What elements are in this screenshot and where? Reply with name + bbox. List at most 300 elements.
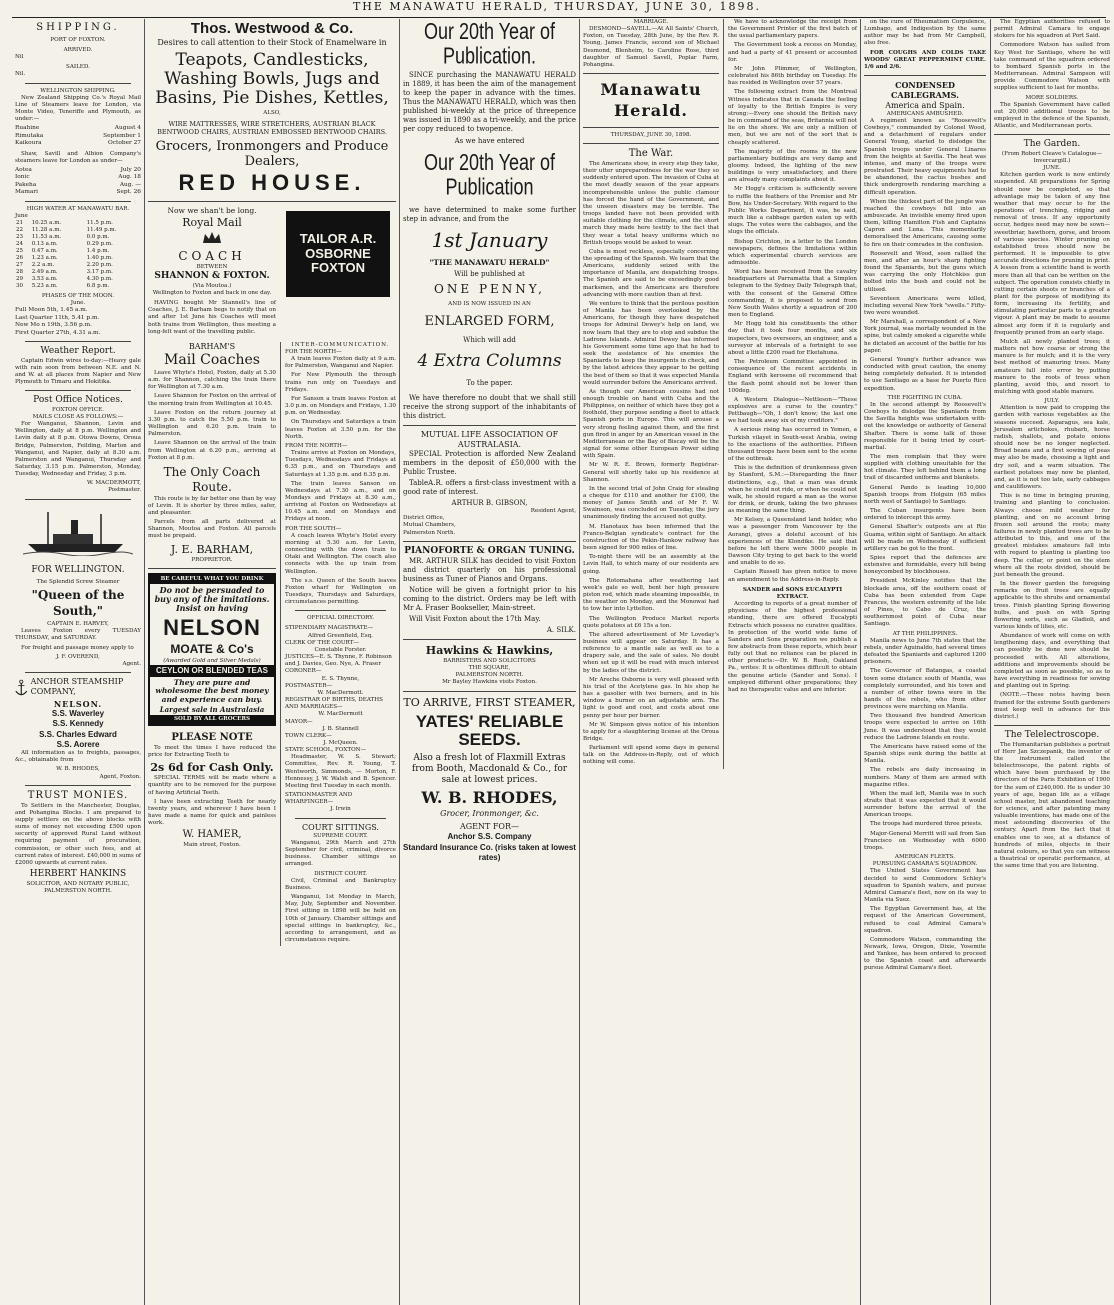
timetable-entry: The train leaves Sanson on Wednesdays at 7.30 a.m., and on Mondays and Fridays at 8.30 a.m., arriving at Foxton on Wednesdays at 10.45 a.m. and on Mondays and Fridays at noon. — [285, 480, 396, 523]
published-at: Will be published at — [454, 270, 525, 279]
text-line: The Petroleum Committee appointed in consequence of the recent accidents in England with kerosene oil recommend that the flash point should not be lower than 100deg. — [728, 359, 857, 394]
text-line: Kaikoura — [15, 140, 42, 147]
text-line: 1.4 p.m. — [86, 247, 110, 254]
cable-paragraph: The United States Government has decided to send Commodore Schley's squadron to Spanish waters, and pursue Admiral Camara's fleet, now on its way to Manila via Suez. — [864, 868, 986, 904]
cable-paragraph: Two thousand five hundred American troops were expected to arrive on 16th June. It was understood that they would reduce the Ladrone Islands en route. — [864, 713, 986, 741]
garden-paragraph: This is no time in bringing pruning, training and planting to conclusion. Always choose mild weather for planting, and on no account bring frozen soil around the roots; many failures in newly planted trees are to be attributed to this, and one of the greatest mistakes amateurs fall into with regard to planting is planting too deep. The collar, or point on the stem where all the roots divided, should be just beneath the ground. — [994, 493, 1110, 578]
directory-label: MAYOR— — [285, 718, 313, 725]
steamer-intro: The Splendid Screw Steamer — [36, 579, 120, 586]
supreme-text: Wanganui, 29th March and 27th September for civil, criminal, divorce business. Chamber sittings so arranged. — [285, 839, 396, 868]
text-line: September 1 — [103, 132, 141, 139]
nelson-pure: They are pure and wholesome the best money and experience can buy. — [155, 678, 269, 704]
text-line: 3.17 p.m. — [86, 269, 113, 276]
nelson-sold: SOLD BY ALL GROCERS — [150, 715, 274, 724]
shipping-heading: SHIPPING. — [36, 22, 120, 33]
mutual-chambers: Mutual Chambers, — [403, 522, 456, 529]
directory-label: STATIONMASTER AND WHARFINGER— — [285, 792, 353, 806]
which-will-add: Which will add — [463, 336, 516, 345]
trust-heading: TRUST MONIES. — [27, 789, 129, 801]
text-line: July 20 — [120, 166, 141, 173]
mutual-heading: MUTUAL LIFE ASSOCIATION OF AUSTRALASIA. — [420, 429, 559, 450]
text-line: Pakeha — [15, 181, 37, 188]
text-line: 2.49 a.m. — [31, 269, 58, 276]
cable-paragraph: Commodore Watson, commanding the Newark, Iowa, Oregon, Dixie, Yosemite and Yankee, has been ordered to proceed to the Spanish coast and afterwards pursue Admiral Camara's fleet. — [864, 936, 986, 972]
july-heading: JULY. — [1044, 398, 1060, 405]
cable-paragraph: Commodore Watson has sailed from Key West for Santiago, where he will take command of the squadron ordered to bombard Spanish ports in the Mediterranean. Admiral Sampson will provide Commodore Watson with supplies sufficient to last for months. — [994, 42, 1110, 92]
hamer-address: Main street, Foxton. — [183, 842, 241, 849]
shaw-savill-text: Shaw, Savill and Albion Company's steamers leave for London as under— — [15, 150, 141, 164]
text-line: 24 — [16, 240, 23, 247]
cable-paragraph: The Egyptian authorities refused to permit Admiral Camara to engage stokers for his squadron at Port Said. — [994, 19, 1110, 40]
piano-text2: Notice will be given a fortnight prior to his coming to the district. Orders may be left with Mr A. Fraser Bookseller, Main-street. — [403, 586, 576, 612]
text-line: 0.47 a.m. — [31, 247, 58, 254]
silk-signature: A. SILK. — [546, 625, 576, 634]
text-line: 3.53 a.m. — [31, 276, 58, 283]
red-house: RED HOUSE. — [178, 169, 366, 195]
text-line: 1.23 a.m. — [31, 254, 58, 261]
tailor-text: TAILOR A.R. OSBORNE FOXTON — [299, 230, 377, 276]
text-line: 11.5 p.m. — [86, 219, 113, 226]
mails-heading: MAILS CLOSE AS FOLLOWS:— — [32, 413, 124, 420]
cable-paragraph: President McKinley notifies that the blockade area, off the southern coast of Cuba has been extended from Cape Frances, the western extremity of the Isle of Pines, to Cabo de Cruz, the southernmost point of Cuba near Santiago. — [864, 578, 986, 628]
wellington-shipping-heading: WELLINGTON SHIPPING. — [40, 87, 116, 94]
to-paper: To the paper. — [466, 379, 513, 388]
cable-paragraph: Major-General Merritt will sail from San Francisco on Wednesday with 6000 troops. — [864, 830, 986, 851]
text-line: A Western Dialogue—Nettleson—"These explosives are a curse to the country." Pettbaugh—"Oh, I don't know; the last one we had took away six of my creditors." — [728, 396, 857, 425]
garden-paragraph: Kitchen garden work is now entirely suspended. All preparations for Spring should now be completed, so that advantage may be taken of any fine weather that may occur to for the operations of trenching, ridging and removal of trees. If any opportunity occur, hedges need may now be sown—sweetbriar, hawthorn, gorse, and broom of various species. Winter pruning on established trees should now be performed. It is impossible to give accurate directions for pruning in print. A lesson from a scientific hand is worth more than all that can be written on the subject. The operation consists chiefly in cutting certain shoots or branches of a plant for the purpose of modifying its form, increasing its fertility, and stimulating particular parts to a greater vigour. A plant may be made to assume almost any form if it is regularly and frequently pruned from an early stage. — [994, 172, 1110, 336]
cable-paragraph: Seventeen Americans were killed, including several New York "swells." Fifty-two were wounded. — [864, 295, 986, 317]
text-line: To-night there will be an assembly at the Levin Hall, to which many of our residents are going. — [583, 554, 719, 575]
garden-paragraph: Attention is now paid to cropping the garden with various vegetables as the seasons succeed. Asparagus, sea kale, Jerusalem artichokes, rhubarb, horse radish, shallots, and potato onions should now be no longer neglected. Broad beans and a first sowing of peas may also be made, choosing a light and dry soil, and a warm situation. The earliest potatoes may now be planted, and, as it is not too late, early cabbages and cauliflowers. — [994, 405, 1110, 491]
district-heading: DISTRICT COURT. — [314, 870, 367, 877]
text-line: Mr W. Simpson gives notice of his intention to apply for a slaughtering license at the Oroua Bridge. — [583, 721, 719, 743]
cable-paragraph: When the mail left, Manila was in such straits that it was expected that it would surrender before the arrival of the American troops. — [864, 790, 986, 819]
cable-paragraph: When the thickest part of the jungle was reached the cowboys fell into an ambuscade. An invisible enemy fired upon them, killing Hamilton Fish and Captains Capron and Luna. This momentarily demoralised the Americans, causing some to fire on their comrades in the confusion. — [864, 198, 986, 248]
port-heading: PORT OF FOXTON. — [50, 36, 106, 43]
text-line: In the second trial of John Craig for stealing a cheque for £110 and another for £100, the money of James Smith and of Mr F. W. Swainson, was concluded on Tuesday, the jury unanimously finding the accused not guilty. — [583, 485, 719, 521]
anchor-ship: S.S. Aorere — [56, 739, 100, 749]
weather-text: Captain Edwin wires to-day:—Heavy gale with rain soon from between N.E. and N. and W. at all places from Napier and New Plymouth to Timaru and Hokitika. — [15, 357, 141, 386]
text-line: New Mo n 19th, 3.56 p.m. — [15, 322, 92, 329]
one-day: Wellington to Foxton and back in one day. — [152, 289, 272, 296]
twentieth-year: Our 20th Year of Publication. — [423, 19, 556, 69]
garden-source: (From Robert Cleave's Catalogue—Invercargill.) — [1001, 150, 1103, 165]
philippines-heading: AT THE PHILIPPINES. — [892, 630, 958, 637]
timetable-entry: For Sanson a train leaves Foxton at 3.0 p.m. on Mondays and Fridays, 1.30 p.m. on Wednesday. — [285, 395, 396, 417]
text-line: 0.29 p.m. — [86, 240, 113, 247]
text-line: Mr Kelsey, a Queensland land holder, who was a passenger from Vancouver by the Aorangi, gives a doleful account of his experiences of the Klondike. He said that before he left there were 5000 people in Dawson City trying to get back to the world and unable to do so. — [728, 517, 857, 567]
arrive-heading: TO ARRIVE, FIRST STEAMER, — [403, 695, 576, 709]
tailor-ad — [286, 211, 390, 297]
wire-text: WIRE MATTRESSES, WIRE STRETCHERS, AUSTRIAN BLACK BENTWOOD CHAIRS, AUSTRIAN EMBOSSED BENTWOOD CHAIRS. — [157, 119, 387, 136]
shaw-ship-list — [15, 167, 141, 197]
text-line: Last Quarter 11th, 5.41 p.m. — [15, 314, 100, 321]
mails-text: For Wanganui, Shannon, Levin and Wellington, daily at 8 p.m. Wellington and Levin daily at 8 p.m. Otowa Downs, Oroua Bridge, Palmerston, Feilding, Marton and Wanganui, and Napier, daily at 8.30 a.m. Palmerston and Wanganui, Thursday and Saturday, 3.15 p.m. Palmerston, Monday, Tuesday, Wednesday and Friday, 3 p.m. — [15, 421, 141, 478]
extracting-text: I have been extracting Teeth for nearly twenty years, and wherever I have been I have made a name for quick and painless work. — [148, 798, 276, 827]
directory-value: Headmaster, W. S. Stewart; Committee, Rev. R. Young, T. Wentworth, Simmonds, — Morton, F. Hennessy, J. W. Walsh and B. Spencer. Meeting first Tuesday in each month. — [285, 754, 396, 789]
text-line: October 27 — [108, 140, 141, 147]
text-line: The Americans show, in every step they take, their utter unpreparedness for the war they so suddenly entered upon. The invasion of Cuba at the most deadly season of the year appears incomprehensible unless the public clamour has forced the hand of the Government, and the unseen disasters may be terrible. The troops landed have not been provided with suitable clothing for the climate, and the short march they made here testify to the fact that they wear a total heavy uniforms which no British troops would be asked to wear. — [583, 160, 719, 246]
hankins-name: HERBERT HANKINS — [29, 868, 127, 879]
text-line: Aug. — — [119, 181, 141, 188]
war-heading: The War. — [628, 148, 674, 160]
herald-name: "THE MANAWATU HERALD" — [429, 257, 550, 267]
parcels-text: Parcels from all parts delivered at Shannon, Moutoa and Foxton. All parcels must be prepaid. — [148, 519, 276, 540]
barhams-label: BARHAM'S — [188, 341, 236, 351]
america-spain: America and Spain. — [885, 100, 965, 110]
also-label: ALSO, — [263, 110, 281, 117]
text-line: August 4 — [114, 125, 141, 132]
text-line: Word has been received from the cavalry headquarters at Parramatta that a Simplon telegram to the Sydney Daily Telegraph that, with the consent of the General Office commanding, it is proposed to send from New South Wales shortly a squadron of 200 men to England. — [728, 269, 857, 319]
anchor-icon — [15, 677, 28, 699]
cable-paragraph: The Americans have raised some of the Spanish ships sunk during the battle at Manila. — [864, 743, 986, 765]
since-text: SINCE purchasing the MANAWATU HERALD in 1889, it has been the aim of the management to keep the paper in advance with the times. Thus the MANAWATU HERALD, which was then published bi-weekly at the price of threepence was issued in 1890 as a tri-weekly, and the price per copy reduced to twopence. — [403, 70, 576, 133]
text-line: 26 — [16, 254, 23, 261]
overend-role: Agent. — [122, 660, 141, 667]
column-publication — [400, 19, 579, 1305]
freight-text: For freight and passage money apply to — [21, 644, 134, 651]
text-line: 6.8 p.m. — [86, 283, 110, 290]
directory-value: E. S. Thynne, — [321, 675, 360, 682]
text-line: Bishop Crichton, in a letter to the London newspapers, defines the limitations within which experimental church services are admissible. — [728, 238, 857, 266]
text-line: 0.13 a.m. — [31, 240, 58, 247]
moon-phases — [15, 307, 141, 337]
hawkins-sub: BARRISTERS AND SOLICITORS — [443, 657, 536, 664]
piano-text: MR. ARTHUR SILK has decided to visit Foxton and district quarterly on his professional business as Tuner of Pianos and Organs. — [403, 557, 576, 584]
directory-value: J. B. Stannell — [322, 725, 359, 732]
moon-heading: PHASES OF THE MOON. — [41, 293, 115, 300]
text-line: 21 — [16, 219, 23, 226]
text-line: Mr John Plimmer, of Wellington, celebrated his 86th birthday on Tuesday. He has resided in Wellington over 57 years. — [728, 65, 857, 87]
directory-label: POSTMASTER— — [285, 682, 333, 689]
text-line: Aotea — [15, 166, 32, 173]
district-text2: Wanganui, 1st Monday in March, May, July, September and November. First sitting in 1898 will be held on 10th of January. Chamber sittings and special sittings in bankruptcy, &c., according to arrangement, and as circumstances require. — [285, 894, 396, 943]
coach-tagline: Now we shan't be long. — [167, 206, 257, 216]
barham-schedule: Leave Whyte's Hotel, Foxton, daily at 5.30 a.m. for Shannon, catching the train there for Wellington at 7.30 a.m. — [148, 370, 276, 391]
for-south: FOR THE SOUTH— — [285, 525, 342, 532]
text-line: Full Moon 5th, 1.45 a.m. — [15, 307, 88, 314]
anchor-ship: S.S. Charles Edward — [39, 729, 117, 739]
text-line: 25 — [16, 247, 23, 254]
nelson-ceylon: CEYLON OR BLENDED TEAS — [150, 665, 274, 677]
cable-paragraph: In the second attempt by Roosevelt's Cowboys to dislodge the Spaniards from the Savilla heights was undertaken with-out the knowledge or authority of General Shafter. There is some talk of those responsible for it being tried by court-martial. — [864, 401, 986, 451]
text-line: As though our American cousins had not enough trouble on hand with Cuba and the Philippines, on neither of which have they got a foothold, they purpose sending a fleet to attack Spanish ports in Europe. This will arouse a very strong feeling against them, and the first gun fired in anger by an American vessel in the Mediterranean or the Bay of Biscay will be the signal for some other European Power siding with Spain. — [583, 388, 719, 460]
supreme-heading: SUPREME COURT. — [313, 832, 368, 839]
shannon-foxton: SHANNON & FOXTON. — [154, 271, 270, 282]
route-text: This route is by far better one than by way of Levin. It is shorter by three miles, safer, and pleasanter. — [148, 495, 276, 516]
timetable-entry: On Thursdays and Saturdays a train leaves Foxton at 3.50 p.m. for the North. — [285, 419, 396, 440]
text-line: Parliament will spend some days in general talk on the Address-in-Reply, out of which nothing will come. — [583, 745, 719, 766]
text-line: Mr Areche Osborne is very well pleased with his trial of the Acetylene gas. In his shop he has a gasolier with two burners, and in his window a burner on an adjustable arm. The light is good and cool, and costs about one penny per hour per burner. — [583, 676, 719, 719]
steamer-name: "Queen of the South," — [31, 588, 125, 618]
one-penny: ONE PENNY, — [434, 282, 545, 297]
crown-icon — [148, 231, 276, 248]
cable-paragraph: Manila news to June 7th states that the rebels, under Aguinaldo, had several times defeated the Spaniards and captured 1200 prisoners. — [864, 637, 986, 666]
westwood-sub: Desires to call attention to their Stock of Enamelware in — [157, 38, 387, 48]
text-line: Mr W. R. E. Brown, formerly Registrar-General will shortly take up his residence at Shannon. — [583, 462, 719, 483]
extra-columns: 4 Extra Columns — [417, 351, 562, 372]
nelson-beware: BE CAREFUL WHAT YOU DRINK — [150, 575, 274, 584]
telelectroscope-heading: The Telelectroscope. — [1004, 730, 1100, 741]
text-line: 2.2 a.m. — [31, 262, 55, 269]
eucalypti-heading: SANDER and SONS EUCALYPTI EXTRACT. — [742, 586, 843, 600]
sailed-value: Nil. — [15, 71, 26, 78]
nelson-brand: NELSON — [163, 615, 261, 641]
text-line: We venture to think that the perilous position of Manila has been overlooked by the Americans, for though they have despatched troops for Admiral Dewey's help on land, we now learn that they are to stop and subdue the Ladrone Islands. Admiral Dewey has informed his Government some time ago that he had to seek the assistance of his enemies the Spaniards to keep the insurgents in check, and by the latest advices they appear to be getting the best of them so that it was expected Manila would surrender before the Americans arrived. — [583, 300, 719, 386]
palmerston-north: Palmerston North. — [403, 529, 456, 536]
court-heading: COURT SITTINGS. — [302, 822, 379, 832]
pursuing-heading: PURSUING CAMARA'S SQUADRON. — [872, 861, 978, 868]
first-january: 1st January — [431, 228, 548, 253]
fleets-heading: AMERICAN FLEETS. — [894, 854, 956, 861]
rhodes-name: W. B. RHODES, — [421, 788, 558, 808]
ship-illustration — [15, 506, 141, 559]
text-line: Captain Russell has given notice to move an amendment to the Address-in-Reply. — [728, 569, 857, 583]
anchor-ad — [15, 677, 141, 699]
as-entered: As we have entered — [454, 137, 525, 146]
text-line: The Wellington Produce Market reports quote potatoes at £6 15s a ton. — [583, 615, 719, 629]
grocers-heading: Grocers, Ironmongers and Produce Dealers, — [155, 139, 389, 169]
directory-value: W. MacDermott — [318, 711, 363, 718]
barham-schedule: Leave Shannon on the arrival of the train from Wellington at 6.20 p.m., arriving at Foxton at 8 p.m. — [148, 440, 276, 461]
mail-coaches: Mail Coaches — [164, 352, 260, 369]
nelson-company: MOATE & Co's — [170, 642, 254, 657]
teapots-heading: Teapots, Candlesticks, Washing Bowls, Jugs and Basins, Pie Dishes, Kettles, — [155, 50, 389, 108]
hamer-name: W. HAMER, — [182, 829, 242, 841]
please-note: PLEASE NOTE — [171, 732, 253, 744]
coach-word: COACH — [178, 248, 246, 263]
text-line: The Rotomahana after weathering last week's gale so well, bent her high pressure piston rod, which made steaming impossible, in the weather on Monday, and the Monowai had to tow her into Lyttelton. — [583, 577, 719, 613]
postmaster-name: W. MACDERMOTT, — [87, 480, 141, 487]
column-advertisements — [145, 19, 399, 1305]
soldiers-text: The Spanish Government have called out 20,000 additional troops to be employed in the defence of the Spanish, Atlantic, and Mediterranean ports. — [994, 101, 1110, 130]
ambushed-heading: AMERICANS AMBUSHED. — [886, 110, 964, 117]
mutual-text: SPECIAL Protection is afforded New Zealand members in the deposit of £50,000 with the Public Trustee. — [403, 450, 576, 477]
telelectroscope-text: The Humanitarian publishes a portrait of Herr Jan Szczepanik, the inventor of the instrument called the telelectroscope, the patent rights of which have been purchased by the directors of the Paris Exhibition of 1900 for the sum of £240,000. He is under 30 years of age, began life as a village school master, but abandoned teaching for science, and after patenting many valuable inventions, has made one of the most astounding discoveries of the century. Apart from the fact that it enables one to see, at a distance of hundreds of miles, objects in their natural colours, so that you can witness a theatrical or operatic performance, at the same time that you are listening. — [994, 741, 1110, 870]
twentieth-year-2: Our 20th Year of Publication — [423, 149, 556, 200]
royal-mail: Royal Mail — [182, 215, 242, 229]
westwood-title: Thos. Westwood & Co. — [190, 20, 354, 37]
intercomm-heading: INTER-COMMUNICATION. — [291, 341, 390, 348]
text-line: Rimutaka — [15, 132, 44, 139]
text-line: 11.53 a.m. — [31, 233, 62, 240]
text-line: 5.23 a.m. — [31, 283, 58, 290]
barham-schedule: Leave Foxton on the return journey at 3.30 p.m. to catch the 5.50 p.m. train to Wellington and 6.20 p.m. train to Palmerston. — [148, 409, 276, 438]
eucalypti-text: According to reports of a great number of physicians of the highest professional standing, there are offered Eucalypti Extracts which possess no curative qualities. In protection of the world wide fame of Sanders and Sons preparation we publish a few abstracts from these reports, which bear fully out that no reliance can be placed in other products:—Dr. W. B. Rush, Oakland Pa., writes: It is oftentimes difficult to obtain the genuine article (Sander and Sons). I employed different other preparations; they had no therapeutic value and are inferior. — [728, 601, 857, 693]
directory-label: CORONER— — [285, 668, 322, 675]
determined-text: we have determined to make some further step in advance, and from the — [403, 206, 576, 224]
sailed-label: SAILED. — [66, 64, 90, 71]
text-line: Cuba is most reckless, especially concerning the spreading of the Spanish. We learn that the Americans, suddenly seized with the importance of Manila, are despatching troops. The Spanish are said to be exceedingly good marksmen, and the Americans are therefore advancing with more caution than at first. — [583, 248, 719, 298]
garden-paragraph: Mulch all newly planted trees; it matters not how coarse or strong the manure is for mulch; and it is the very best method of manuring trees. Many amateurs fall into error by putting manure to the roots of trees when planting, avoid this, and resort to mulching with good stable manure. — [994, 338, 1110, 396]
directory-label: REGISTRAR OF BIRTHS, DEATHS AND MARRIAGES— — [285, 697, 383, 711]
cable-paragraph: The Governor of Batangas, a coastal town some distance south of Manila, was completely surrounded, and his town and a number of other towns were in the hands of the rebels, who from other provinces were marching on Manila. — [864, 668, 986, 711]
garden-heading: The Garden. — [1023, 139, 1081, 150]
barham-schedule: Leave Shannon for Foxton on the arrival of the morning train from Wellington at 10.45. — [148, 393, 276, 407]
text-line: Aug. 18 — [118, 174, 141, 181]
rhodes-sub: Grocer, Ironmonger, &c. — [440, 808, 539, 818]
trust-text: To Settlers in the Manchester, Douglas, and Pohangina Blocks. I am prepared to supply settlers on the above blocks with sums of money not exceeding £500 upon security of approved Rural Land without requiring payment of procuration, commission, or other such fees, and at current rates of interest. £40,000 in sums of £2000 upwards at current rates. — [15, 802, 142, 866]
standard-agency: Standard Insurance Co. (risks taken at lowest rates) — [403, 842, 576, 862]
district-text: Civil, Criminal and Bankruptcy Business. — [285, 877, 396, 891]
june-heading: JUNE. — [1043, 165, 1061, 172]
directory-label: STIPENDIARY MAGISTRATE— — [285, 625, 374, 632]
tide-table — [15, 220, 141, 290]
marriage-text: DESMOND—SAVELL.—At All Saints' Church, Foxton, on Tuesday, 28th June, by the Rev. R. Young, James Francis, second son of Michael Desmond, Blenheim, to Caroline Rose, third daughter of Samuel Savell, Poplar Farm, Pohangina. — [583, 26, 719, 68]
directory-value: J. Irwin — [330, 806, 351, 813]
paper-date: THURSDAY, JUNE 30, 1898. — [610, 132, 692, 139]
moon-month: June. — [70, 300, 86, 307]
anchor-agent-role: Agent, Foxton. — [99, 773, 141, 780]
marriage-heading: MARRIAGE. — [633, 19, 669, 25]
timetable-entry: A coach leaves Whyte's Hotel every morning at 5.30 a.m. for Levin, connecting with the down train to Otaki and Wellington. The coach also connects with the up train from Wellington. — [285, 532, 396, 575]
hankins-role: SOLICITOR, AND NOTARY PUBLIC, PALMERSTON NORTH. — [26, 880, 130, 894]
local-news — [723, 19, 857, 769]
directory-value: W. MacDermott. — [317, 689, 364, 696]
text-line: The altered advertisement of Mr Loveday's business will appear on Saturday. It has a reference to a mantle sale as well as to a drapery sale, and the sale of sales. No doubt when set up it will be read with much interest by the ladies of the district. — [583, 631, 719, 674]
text-line: 28 — [16, 269, 23, 276]
text-line: 23 — [16, 233, 23, 240]
the-square: THE SQUARE, — [468, 665, 511, 672]
text-line: Sept. 26 — [116, 189, 141, 196]
coughs-notice: FOR COUGHS AND COLDS TAKE WOODS' GREAT PEPPERMINT CURE. 1/6 and 2/6. — [864, 49, 986, 70]
column-garden — [991, 19, 1113, 1305]
directory-value: Alfred Greenfield, Esq. — [308, 632, 373, 639]
nelson-largest: Largest sale in Australasia — [159, 704, 265, 714]
soldiers-heading: MORE SOLDIERS. — [1025, 94, 1079, 101]
bayley-text: Mr Bayley Hawkins visits Foxton. — [442, 679, 537, 686]
paper-title: Manawatu Herald. — [600, 80, 702, 120]
text-line: Mamari — [15, 189, 38, 196]
text-line: 11.28 a.m. — [31, 226, 62, 233]
timetable-entry: For New Plymouth the through trains run only on Tuesdays and Fridays. — [285, 372, 396, 393]
directory-label: JUSTICES—E. S. Thynne, F. Robinson and J. Davies, Geo. Nye, A. Fraser — [285, 654, 392, 668]
fighting-heading: THE FIGHTING IN CUBA. — [887, 394, 963, 401]
text-line: A serious rising has occurred in Yemen, a Turkish vilayet in South-west Arabia, owing to the exactions of the authorities. Fifteen thousand troops have been sent to the scene of the outbreak. — [728, 427, 857, 463]
garden-paragraph: In the flower garden the foregoing remarks on fruit trees are equally applicable to the shrubs and ornamental trees. Finish planting Spring flowering bulbs, and push on with Spring flowering sorts, such as Gladioli, and various kinds of lilies, etc. — [994, 581, 1110, 631]
timetable-entry: A train leaves Foxton daily at 9 a.m. for Palmerston, Wanganui and Napier. — [285, 356, 396, 370]
anchor-company: ANCHOR STEAMSHIP COMPANY, — [30, 676, 124, 697]
captain-name: CAPTAIN E. HARVEY, — [47, 621, 109, 628]
rheumatism-notice: on the cure of Rheumatism Corpulence, Lumbago, and Indigestion by the same author may be had from Mr Campbell, also free. — [864, 19, 986, 47]
anchor-agency: Anchor S.S. Company — [447, 832, 532, 842]
hawkins-heading: Hawkins & Hawkins, — [425, 643, 554, 657]
arrived-value: Nil — [15, 54, 24, 61]
anchor-place: NELSON. — [53, 698, 103, 709]
war-article — [583, 161, 719, 767]
resident-agent: Resident Agent, — [530, 508, 576, 515]
anchor-agent: W. B. RHODES, — [56, 766, 100, 773]
timetable-entry: The s.s. Queen of the South leaves Foxton wharf for Wellington on Tuesdays, Thursdays and Saturdays, circumstances permitting. — [285, 577, 396, 606]
cable-paragraph: The men complain that they were supplied with clothing unsuitable for the hot climate. They left behind them a long trail of discarded uniforms and blankets. — [864, 453, 986, 482]
cable-paragraph: General Pando is leading 10,000 Spanish troops from Holguin (65 miles north west of Santiago) to Santiago. — [864, 484, 986, 505]
text-line: 2.20 p.m. — [86, 262, 113, 269]
anchor-info: All information as to freights, passages, &c., obtainable from — [15, 750, 141, 764]
top-rule — [12, 17, 1106, 18]
teeth-price: 2s 6d for Cash Only. — [150, 761, 274, 775]
for-wellington-heading: FOR WELLINGTON. — [31, 564, 125, 575]
text-line: The majority of the rooms in the new parliamentary buildings are very damp and gloomy. Indeed, the lighting of the new buildings is very unsatisfactory, and there are already many complaints about it. — [728, 148, 857, 184]
text-line: 11.49 p.m. — [86, 226, 117, 233]
tide-month: June — [15, 212, 28, 219]
text-line: 22 — [16, 226, 23, 233]
directory-value: Constable Forster. — [314, 646, 367, 653]
special-terms: SPECIAL TERMS will be made where a quantity are to be removed for the purpose of having Artificial Teeth. — [148, 775, 276, 796]
cable-paragraph: General Young's further advance was conducted with great caution, the enemy being completely defeated. It is intended to use Santiago as a base for Puerto Rico expedition. — [864, 356, 986, 392]
high-water-heading: HIGH WATER AT MANAWATU BAR. — [26, 205, 130, 212]
via-moutoa: (Via Moutoa.) — [192, 282, 232, 289]
barham-name: J. E. BARHAM, — [170, 542, 254, 556]
enlarged-form: ENLARGED FORM, — [424, 313, 555, 329]
now-issued: AND IS NOW ISSUED IN AN — [448, 300, 531, 307]
directory-label: TOWN CLERK— — [285, 732, 332, 739]
directory-value: J. McQueen. — [323, 739, 358, 746]
cable-paragraph: The rebels are daily increasing in numbers. Many of them are armed with magazine rifles. — [864, 767, 986, 788]
cable-paragraph: General Shafter's outposts are at Rio Guama, within sight of Santiago. An attack will be made on Wednesday if sufficient artillery can be got to the front. — [864, 524, 986, 552]
tables-text: TableA.R. offers a first-class investment with a good rate of interest. — [403, 479, 576, 497]
directory-label: CLERK OF THE COURT— — [285, 639, 359, 646]
garden-paragraph: Abundance of work will come on with lengthening days, and everything that can possibly be done now should be proceeded with. All alterations, additions and improvements should be completed as soon as possible, so as to have everything in readiness for sowing and planting out in Spring. — [994, 633, 1110, 690]
column-news — [580, 19, 860, 1305]
text-line: 4.30 p.m. — [86, 276, 113, 283]
cable-paragraph: The Egyptian Government has, at the request of the American Government, refused to coal Admiral Camara's squadron. — [864, 906, 986, 934]
text-line: M. Hanotaux has been informed that the Franco-Belgian syndicate's contract for the construction of the Pekin-Hankow railway has been signed for 900 miles of line. — [583, 523, 719, 552]
for-north: FOR THE NORTH— — [285, 349, 342, 356]
text-line: 1.40 p.m. — [86, 254, 113, 261]
post-office-heading: Post Office Notices. — [33, 395, 123, 406]
nelson-donot: Do not be persuaded to buy any of the imitations. Insist on having — [154, 584, 270, 613]
from-north: FROM THE NORTH— — [285, 442, 348, 449]
cable-paragraph: The Cuban insurgents have been ordered to intercept this army. — [864, 508, 986, 522]
cable-paragraph: Roosevelt and Wood, soon rallied the men, and after an hour's sharp fighting found the Spaniards, but the guns which was carrying the only Hotchkiss gun bolted into the bush and could not be utilised. — [864, 250, 986, 293]
sailing-days: Leaves Foxton every TUESDAY THURSDAY, and SATURDAY. — [15, 628, 141, 642]
agent-for: AGENT FOR— — [459, 822, 520, 832]
text-line: This is the definition of drunkenness given by Stanford, S.M.:—Disregarding the finer distinctions, e.g., that a man was drunk when he could not ride, or when he could not walk, he should regard a man as the worse for drink, or drunk, taking the two phrases as meaning the same thing. — [728, 465, 857, 515]
arrived-label: ARRIVED. — [63, 46, 93, 53]
text-line: 10.25 a.m. — [31, 219, 62, 226]
garden-note: (NOTE.—These notes having been framed for the extreme South gardeners must keep well in advance for this district.) — [994, 692, 1110, 720]
nz-ship-list — [15, 125, 141, 147]
having-text: HAVING bought Mr Stannell's line of Coaches, J. E. Barham begs to notify that on and after 1st June his Coaches will meet both trains from Wellington, thus meeting a long-felt want of the travelling public. — [148, 300, 276, 335]
district-office: District Office, — [403, 515, 445, 522]
cable-paragraph: Spies report that the defences are extensive and formidable, every hill being honeycombed by blockhouses. — [864, 555, 986, 576]
will-visit: Will Visit Foxton about the 17th May. — [409, 614, 541, 623]
text-line: We have to acknowledge the receipt from the Government Printer of the first batch of the usual parliamentary papers. — [728, 19, 857, 40]
text-line: Mr Hogg's criticism is sufficiently severe to ruffle the feathers of the Premier and Mr Bow, his Under-Secretary. With regard to the Public Works Department, it was, he said, much like a cabbage garden eaten up with slugs. The votes were the cabbages, and the slugs the officials. — [728, 186, 857, 236]
text-line: 27 — [16, 262, 23, 269]
palmerston-2: PALMERSTON NORTH. — [455, 672, 524, 679]
text-line: Ruahine — [15, 125, 40, 132]
between-label: BETWEEN — [196, 264, 228, 271]
text-line: 30 — [16, 283, 23, 290]
postmaster-title: Postmaster. — [108, 487, 141, 494]
post-office-sub: FOXTON OFFICE. — [51, 406, 105, 413]
text-line: The Government took a recess on Monday, and had a party of 41 present or accounted for. — [728, 42, 857, 63]
nelson-tea-ad — [148, 573, 276, 726]
gibson-name: ARTHUR B. GIBSON, — [451, 499, 528, 508]
anchor-ship: S.S. Kennedy — [52, 719, 104, 729]
text-line: Mr Hogg told his constituents the other day that it took four months, and six inspectors, two overseers, an engineer, and a surveyor at intervals of a fortnight to see about a little £200 road for Eketahuna. — [728, 321, 857, 356]
condensed-heading: CONDENSED CABLEGRAMS. — [891, 80, 959, 101]
cable-paragraph: Mr Marshall, a correspondent of a New York journal, was mortally wounded in the spine, but calmly smoked a cigarette while he dictated an account of the battle for his paper. — [864, 319, 986, 354]
timetable-entry: Trains arrive at Foxton on Mondays, Tuesdays, Wednesdays and Fridays at 6.35 p.m., and on Thursdays and Saturdays at 1.35 p.m. and 6.35 p.m. — [285, 450, 396, 478]
teeth-text: To meet the times I have reduced the price for Extracting Teeth to — [148, 744, 276, 759]
text-line: 29 — [16, 276, 23, 283]
text-line: The following extract from the Montreal Witness indicates that in Canada the feeling of loyalty to the British Empire is very strong:—Every one should the British navy be in command of the seas, Britannia will not lie on the shore. We are only a million of men, but we are not of the sort that is cheaply scattered. — [728, 89, 857, 146]
official-heading: OFFICIAL DIRECTORY. — [307, 615, 374, 622]
overend-name: J. F. OVEREND, — [56, 653, 100, 660]
weather-heading: Weather Report. — [40, 346, 116, 357]
